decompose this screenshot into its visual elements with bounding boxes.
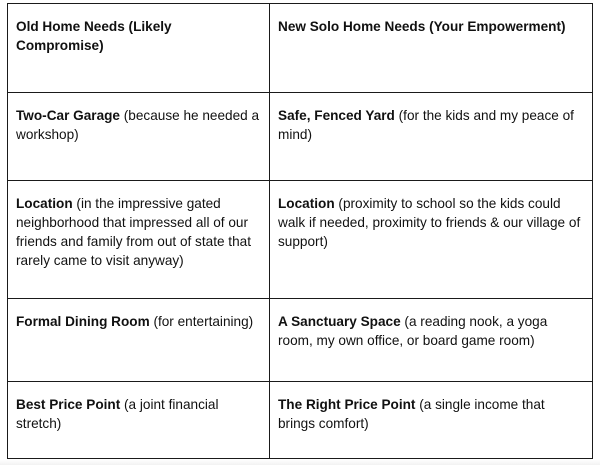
table-row xyxy=(8,299,593,382)
new-need-cell xyxy=(270,299,593,382)
new-need-title: Safe, Fenced Yard xyxy=(278,108,395,123)
old-need-title: Two-Car Garage xyxy=(16,108,120,123)
new-need-title: A Sanctuary Space xyxy=(278,314,401,329)
table-row xyxy=(8,382,593,459)
old-need-detail: (for entertaining) xyxy=(149,314,254,329)
old-need-cell xyxy=(8,382,270,459)
old-need-cell xyxy=(8,299,270,382)
comparison-table xyxy=(7,3,593,459)
new-need-title: The Right Price Point xyxy=(278,397,416,412)
bottom-edge-shadow xyxy=(0,459,600,465)
table-row xyxy=(8,93,593,181)
table-row xyxy=(8,181,593,299)
old-need-cell xyxy=(8,93,270,181)
new-need-detail: (for the kids and my peace of mind) xyxy=(278,108,574,142)
header-new-label: New Solo Home Needs (Your Empowerment) xyxy=(278,19,566,34)
new-need-cell xyxy=(270,181,593,299)
header-cell-new xyxy=(270,4,593,93)
header-old-label: Old Home Needs (Likely Compromise) xyxy=(16,19,172,53)
old-need-cell xyxy=(8,181,270,299)
old-need-detail: (because he needed a workshop) xyxy=(16,108,260,142)
old-need-detail: (a joint financial stretch) xyxy=(16,397,219,431)
new-need-detail: (a reading nook, a yoga room, my own office, or board game room) xyxy=(278,314,548,348)
new-need-cell xyxy=(270,93,593,181)
new-need-title: Location xyxy=(278,196,335,211)
table-header-row xyxy=(8,4,593,93)
new-need-detail: (a single income that brings comfort) xyxy=(278,397,545,431)
header-cell-old xyxy=(8,4,270,93)
new-need-detail: (proximity to school so the kids could walk if needed, proximity to friends & our village of support) xyxy=(278,196,581,249)
old-need-title: Formal Dining Room xyxy=(16,314,150,329)
old-need-title: Best Price Point xyxy=(16,397,121,412)
new-need-cell xyxy=(270,382,593,459)
old-need-detail: (in the impressive gated neighborhood that impressed all of our friends and family from out of state that rarely came to visit anyway) xyxy=(16,196,251,268)
old-need-title: Location xyxy=(16,196,73,211)
